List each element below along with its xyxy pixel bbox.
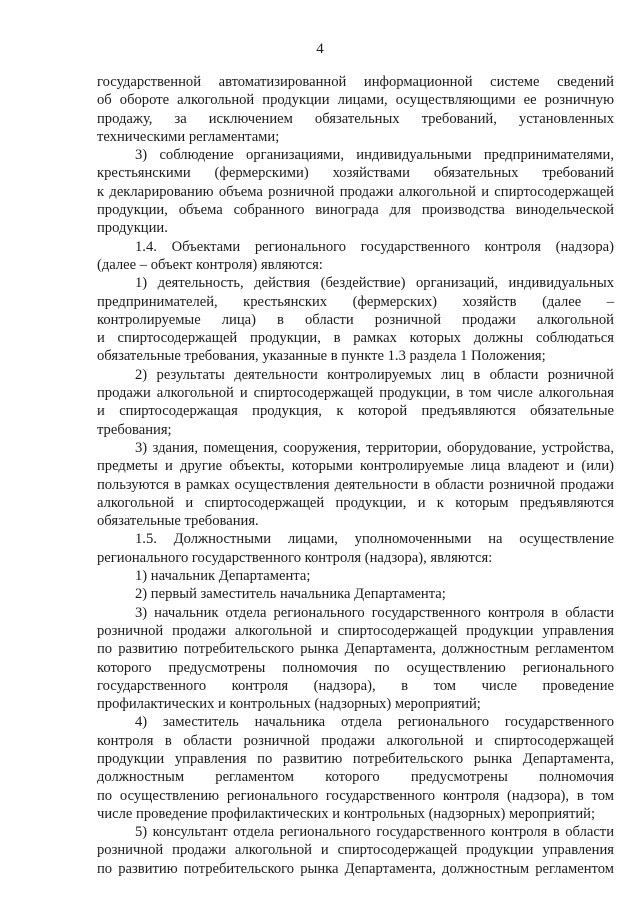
text-line: контроля в области розничной продажи алкогольной и спиртосодержащей [97, 732, 614, 749]
text-line: и спиртосодержащая продукция, к которой предъявляются обязательные [97, 403, 614, 420]
text-line: предметы и другие объекты, которыми контролируемые лица владеют и (или) [97, 458, 614, 475]
document-body [97, 73, 614, 878]
text-line: 3) здания, помещения, сооружения, территории, оборудование, устройства, [135, 439, 614, 456]
text-line: государственной автоматизированной информационной системе сведений [97, 74, 614, 90]
text-line: 2) первый заместитель начальника Департамента; [135, 586, 446, 603]
text-line: по осуществлению регионального государственного контроля (надзора), в том [97, 787, 614, 804]
text-line: и спиртосодержащей продукции, в рамках которых должны соблюдаться [97, 330, 614, 347]
text-line: техническими регламентами; [97, 128, 280, 145]
text-line: продажу, за исключением обязательных требований, установленных [97, 110, 614, 127]
text-line: алкогольной и спиртосодержащей продукции, и к которым предъявляются [97, 494, 614, 511]
text-line: 3) начальник отдела регионального государственного контроля в области [135, 604, 614, 621]
text-line: по развитию потребительского рынка Департамента, должностным регламентом [97, 860, 614, 877]
text-line: продукции, объема собранного винограда для производства винодельческой [97, 202, 614, 219]
text-line: которого предусмотрены полномочия по осуществлению регионального [97, 659, 614, 676]
text-line: обязательные требования. [97, 513, 259, 530]
text-line: государственного контроля (надзора), в том числе проведение [97, 677, 614, 694]
text-line: 3) соблюдение организациями, индивидуальными предпринимателями, [135, 147, 614, 164]
text-line: контролируемые лица) в области розничной продажи алкогольной [97, 311, 614, 328]
text-line: профилактических и контрольных (надзорных) мероприятий; [97, 696, 481, 713]
text-line: об обороте алкогольной продукции лицами, осуществляющими ее розничную [97, 92, 614, 109]
text-line: к декларированию объема розничной продажи алкогольной и спиртосодержащей [97, 183, 614, 200]
text-line: 1.5. Должностными лицами, уполномоченными на осуществление [135, 531, 614, 548]
text-line: продукции. [97, 220, 168, 237]
page-number: 4 [316, 41, 324, 57]
text-line: 2) результаты деятельности контролируемых лиц в области розничной [135, 366, 614, 383]
text-line: 5) консультант отдела регионального государственного контроля в области [135, 824, 614, 841]
text-line: розничной продажи алкогольной и спиртосодержащей продукции управления [97, 842, 614, 859]
text-line: регионального государственного контроля (надзора), являются: [97, 549, 493, 566]
text-line: обязательные требования, указанные в пункте 1.3 раздела 1 Положения; [97, 348, 546, 365]
text-line: розничной продажи алкогольной и спиртосодержащей продукции управления [97, 622, 614, 639]
text-line: предпринимателей, крестьянских (фермерских) хозяйств (далее – [97, 293, 614, 310]
text-line: пользуются в рамках осуществления деятельности в области розничной продажи [97, 476, 614, 493]
text-line: крестьянскими (фермерскими) хозяйствами обязательных требований [97, 165, 614, 182]
text-line: (далее – объект контроля) являются: [97, 256, 323, 273]
text-line: 4) заместитель начальника отдела регионального государственного [135, 714, 614, 731]
text-line: продукции управления по развитию потребительского рынка Департамента, [97, 750, 614, 767]
text-line: по развитию потребительского рынка Департамента, должностным регламентом [97, 641, 614, 658]
text-line: числе проведение профилактических и контрольных (надзорных) мероприятий; [97, 805, 595, 822]
text-line: требования; [97, 421, 172, 438]
text-line: 1) начальник Департамента; [135, 568, 311, 585]
text-line: 1.4. Объектами регионального государственного контроля (надзора) [135, 238, 614, 255]
text-line: продажи алкогольной и спиртосодержащей продукции, в том числе алкогольная [97, 385, 614, 402]
text-line: 1) деятельность, действия (бездействие) организаций, индивидуальных [135, 275, 614, 292]
text-line: должностным регламентом которого предусмотрены полномочия [97, 769, 614, 786]
